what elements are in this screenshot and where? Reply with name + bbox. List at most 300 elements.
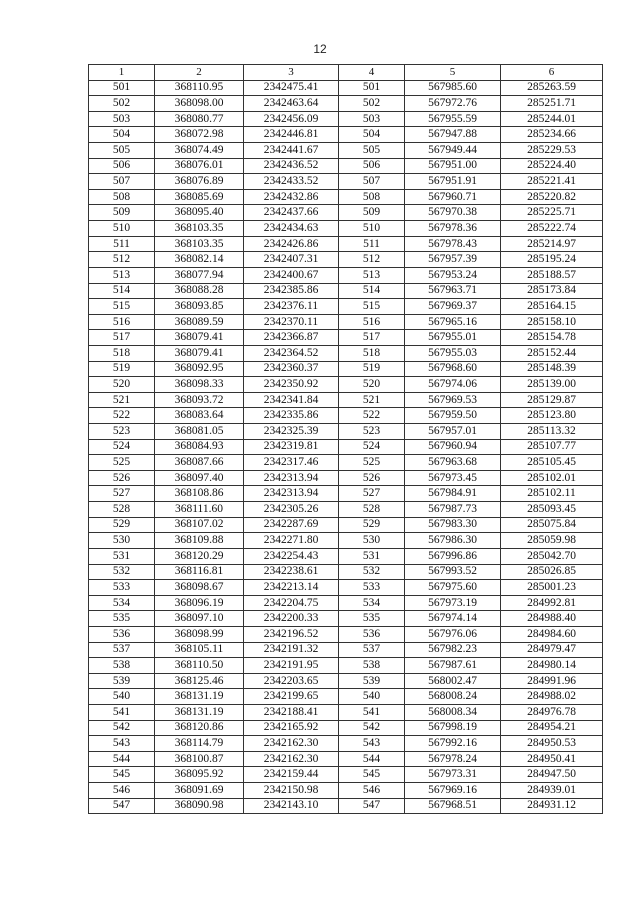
table-row [89, 111, 603, 127]
table-row [89, 189, 603, 205]
table-cell: 2342446.81 [244, 127, 339, 143]
table-cell: 368085.69 [155, 189, 244, 205]
table-cell: 285042.70 [501, 548, 603, 564]
table-cell: 368116.81 [155, 564, 244, 580]
table-row [89, 751, 603, 767]
table-row [89, 314, 603, 330]
table-cell: 368107.02 [155, 517, 244, 533]
table-cell: 567978.36 [405, 221, 501, 237]
table-cell: 368080.77 [155, 111, 244, 127]
table-cell: 567963.71 [405, 283, 501, 299]
table-cell: 567960.94 [405, 439, 501, 455]
table-cell: 368131.19 [155, 689, 244, 705]
table-cell: 504 [339, 127, 405, 143]
table-cell: 284950.41 [501, 751, 603, 767]
table-row [89, 158, 603, 174]
table-cell: 529 [89, 517, 155, 533]
table-cell: 507 [89, 174, 155, 190]
table-row [89, 580, 603, 596]
table-cell: 285026.85 [501, 564, 603, 580]
table-cell: 567978.43 [405, 236, 501, 252]
table-row [89, 299, 603, 315]
table-cell: 368110.50 [155, 658, 244, 674]
table-row [89, 736, 603, 752]
table-cell: 567996.86 [405, 548, 501, 564]
table-cell: 567992.16 [405, 736, 501, 752]
table-cell: 543 [89, 736, 155, 752]
table-cell: 285148.39 [501, 361, 603, 377]
table-cell: 368098.33 [155, 377, 244, 393]
table-cell: 511 [339, 236, 405, 252]
table-cell: 285105.45 [501, 455, 603, 471]
table-cell: 285093.45 [501, 502, 603, 518]
table-cell: 285107.77 [501, 439, 603, 455]
table-cell: 530 [339, 533, 405, 549]
table-cell: 521 [339, 392, 405, 408]
table-cell: 508 [339, 189, 405, 205]
table-cell: 2342196.52 [244, 626, 339, 642]
table-cell: 368093.85 [155, 299, 244, 315]
table-cell: 528 [339, 502, 405, 518]
table-row [89, 455, 603, 471]
table-row [89, 486, 603, 502]
table-cell: 521 [89, 392, 155, 408]
table-row [89, 127, 603, 143]
table-cell: 542 [339, 720, 405, 736]
table-cell: 2342364.52 [244, 345, 339, 361]
table-header-row [89, 65, 603, 81]
table-cell: 508 [89, 189, 155, 205]
table-cell: 536 [89, 626, 155, 642]
table-cell: 284979.47 [501, 642, 603, 658]
table-cell: 542 [89, 720, 155, 736]
table-cell: 368074.49 [155, 143, 244, 159]
table-cell: 515 [89, 299, 155, 315]
table-cell: 368098.00 [155, 96, 244, 112]
coordinates-table [88, 64, 603, 814]
table-cell: 2342191.95 [244, 658, 339, 674]
table-cell: 540 [339, 689, 405, 705]
table-row [89, 564, 603, 580]
table-cell: 567947.88 [405, 127, 501, 143]
table-cell: 567969.53 [405, 392, 501, 408]
table-cell: 368097.40 [155, 470, 244, 486]
table-cell: 537 [339, 642, 405, 658]
table-row [89, 330, 603, 346]
table-cell: 285152.44 [501, 345, 603, 361]
table-cell: 368125.46 [155, 673, 244, 689]
table-cell: 512 [339, 252, 405, 268]
table-cell: 529 [339, 517, 405, 533]
table-row [89, 221, 603, 237]
table-cell: 2342385.86 [244, 283, 339, 299]
table-cell: 368076.89 [155, 174, 244, 190]
table-cell: 512 [89, 252, 155, 268]
table-cell: 368082.14 [155, 252, 244, 268]
table-cell: 533 [339, 580, 405, 596]
table-cell: 368095.92 [155, 767, 244, 783]
page-number: 12 [313, 42, 327, 56]
table-row [89, 595, 603, 611]
table-cell: 2342434.63 [244, 221, 339, 237]
table-cell: 532 [89, 564, 155, 580]
table-cell: 531 [89, 548, 155, 564]
table-cell: 285102.11 [501, 486, 603, 502]
table-cell: 2342366.87 [244, 330, 339, 346]
table-cell: 533 [89, 580, 155, 596]
table-cell: 2342432.86 [244, 189, 339, 205]
table-row [89, 252, 603, 268]
table-cell: 514 [89, 283, 155, 299]
table-cell: 285234.66 [501, 127, 603, 143]
table-cell: 543 [339, 736, 405, 752]
table-cell: 2342437.66 [244, 205, 339, 221]
table-cell: 567984.91 [405, 486, 501, 502]
table-cell: 285220.82 [501, 189, 603, 205]
table-row [89, 689, 603, 705]
table-cell: 534 [339, 595, 405, 611]
table-cell: 368089.59 [155, 314, 244, 330]
table-cell: 368079.41 [155, 345, 244, 361]
table-cell: 510 [89, 221, 155, 237]
table-cell: 368090.98 [155, 798, 244, 814]
table-cell: 523 [339, 424, 405, 440]
table-cell: 567951.00 [405, 158, 501, 174]
table-cell: 507 [339, 174, 405, 190]
table-cell: 567973.45 [405, 470, 501, 486]
table-cell: 567969.37 [405, 299, 501, 315]
table-row [89, 720, 603, 736]
table-cell: 567970.38 [405, 205, 501, 221]
table-cell: 567983.30 [405, 517, 501, 533]
column-header: 3 [244, 65, 339, 81]
table-cell: 516 [89, 314, 155, 330]
table-cell: 536 [339, 626, 405, 642]
table-cell: 539 [339, 673, 405, 689]
table-cell: 285164.15 [501, 299, 603, 315]
table-cell: 285129.87 [501, 392, 603, 408]
table-cell: 368120.29 [155, 548, 244, 564]
table-cell: 284992.81 [501, 595, 603, 611]
table-cell: 568008.24 [405, 689, 501, 705]
table-cell: 517 [89, 330, 155, 346]
table-cell: 284954.21 [501, 720, 603, 736]
column-header: 1 [89, 65, 155, 81]
table-cell: 532 [339, 564, 405, 580]
table-cell: 523 [89, 424, 155, 440]
table-cell: 520 [339, 377, 405, 393]
table-cell: 285251.71 [501, 96, 603, 112]
table-cell: 2342188.41 [244, 704, 339, 720]
table-cell: 526 [339, 470, 405, 486]
table-cell: 285075.84 [501, 517, 603, 533]
table-cell: 285224.40 [501, 158, 603, 174]
table-row [89, 517, 603, 533]
table-cell: 567959.50 [405, 408, 501, 424]
table-cell: 2342475.41 [244, 80, 339, 96]
table-cell: 547 [339, 798, 405, 814]
table-cell: 534 [89, 595, 155, 611]
table-cell: 368098.99 [155, 626, 244, 642]
table-cell: 567974.14 [405, 611, 501, 627]
table-cell: 285102.01 [501, 470, 603, 486]
table-cell: 527 [89, 486, 155, 502]
table-cell: 285059.98 [501, 533, 603, 549]
table-cell: 546 [339, 783, 405, 799]
table-cell: 368103.35 [155, 221, 244, 237]
table-row [89, 626, 603, 642]
table-cell: 2342319.81 [244, 439, 339, 455]
table-cell: 368093.72 [155, 392, 244, 408]
table-cell: 285263.59 [501, 80, 603, 96]
table-cell: 368087.66 [155, 455, 244, 471]
table-cell: 510 [339, 221, 405, 237]
table-cell: 2342213.14 [244, 580, 339, 596]
table-cell: 2342400.67 [244, 267, 339, 283]
table-cell: 285123.80 [501, 408, 603, 424]
table-cell: 368108.86 [155, 486, 244, 502]
table-cell: 285001.23 [501, 580, 603, 596]
table-row [89, 392, 603, 408]
table-cell: 2342200.33 [244, 611, 339, 627]
table-cell: 285244.01 [501, 111, 603, 127]
table-cell: 567963.68 [405, 455, 501, 471]
table-cell: 567957.39 [405, 252, 501, 268]
table-cell: 2342433.52 [244, 174, 339, 190]
table-cell: 284980.14 [501, 658, 603, 674]
table-cell: 368100.87 [155, 751, 244, 767]
table-cell: 528 [89, 502, 155, 518]
table-cell: 2342150.98 [244, 783, 339, 799]
table-cell: 505 [339, 143, 405, 159]
table-cell: 505 [89, 143, 155, 159]
column-header: 4 [339, 65, 405, 81]
table-cell: 2342376.11 [244, 299, 339, 315]
table-cell: 285154.78 [501, 330, 603, 346]
table-cell: 284950.53 [501, 736, 603, 752]
table-cell: 544 [89, 751, 155, 767]
table-cell: 2342341.84 [244, 392, 339, 408]
table-cell: 514 [339, 283, 405, 299]
table-cell: 285214.97 [501, 236, 603, 252]
table-cell: 567951.91 [405, 174, 501, 190]
table-cell: 524 [89, 439, 155, 455]
table-cell: 535 [89, 611, 155, 627]
table-cell: 368092.95 [155, 361, 244, 377]
table-row [89, 80, 603, 96]
table-cell: 567985.60 [405, 80, 501, 96]
table-cell: 285188.57 [501, 267, 603, 283]
table-cell: 284988.40 [501, 611, 603, 627]
table-cell: 567968.51 [405, 798, 501, 814]
table-cell: 284976.78 [501, 704, 603, 720]
table-row [89, 174, 603, 190]
table-cell: 2342463.64 [244, 96, 339, 112]
table-cell: 503 [339, 111, 405, 127]
table-cell: 513 [89, 267, 155, 283]
table-cell: 537 [89, 642, 155, 658]
table-cell: 284991.96 [501, 673, 603, 689]
table-cell: 539 [89, 673, 155, 689]
table-row [89, 533, 603, 549]
table-cell: 515 [339, 299, 405, 315]
table-cell: 538 [89, 658, 155, 674]
table-cell: 567986.30 [405, 533, 501, 549]
table-cell: 567955.01 [405, 330, 501, 346]
column-header: 5 [405, 65, 501, 81]
table-row [89, 424, 603, 440]
table-cell: 518 [339, 345, 405, 361]
table-row [89, 345, 603, 361]
table-cell: 525 [339, 455, 405, 471]
table-cell: 540 [89, 689, 155, 705]
table-cell: 285113.32 [501, 424, 603, 440]
table-cell: 368095.40 [155, 205, 244, 221]
table-cell: 545 [89, 767, 155, 783]
table-row [89, 767, 603, 783]
table-cell: 522 [89, 408, 155, 424]
table-cell: 2342436.52 [244, 158, 339, 174]
table-cell: 368072.98 [155, 127, 244, 143]
table-cell: 567982.23 [405, 642, 501, 658]
table-cell: 368097.10 [155, 611, 244, 627]
table-row [89, 611, 603, 627]
table-cell: 2342317.46 [244, 455, 339, 471]
table-cell: 2342305.26 [244, 502, 339, 518]
table-cell: 503 [89, 111, 155, 127]
table-cell: 567998.19 [405, 720, 501, 736]
table-cell: 2342162.30 [244, 751, 339, 767]
table-cell: 518 [89, 345, 155, 361]
table-cell: 368120.86 [155, 720, 244, 736]
table-cell: 2342360.37 [244, 361, 339, 377]
table-cell: 546 [89, 783, 155, 799]
table-cell: 2342204.75 [244, 595, 339, 611]
table-cell: 567975.60 [405, 580, 501, 596]
table-cell: 2342199.65 [244, 689, 339, 705]
table-cell: 567972.76 [405, 96, 501, 112]
table-cell: 509 [339, 205, 405, 221]
column-header: 2 [155, 65, 244, 81]
table-cell: 535 [339, 611, 405, 627]
table-cell: 368081.05 [155, 424, 244, 440]
table-cell: 368114.79 [155, 736, 244, 752]
table-row [89, 658, 603, 674]
table-cell: 568002.47 [405, 673, 501, 689]
table-cell: 520 [89, 377, 155, 393]
table-cell: 2342159.44 [244, 767, 339, 783]
table-cell: 368077.94 [155, 267, 244, 283]
table-row [89, 548, 603, 564]
table-cell: 285173.84 [501, 283, 603, 299]
table-cell: 2342426.86 [244, 236, 339, 252]
table-cell: 2342271.80 [244, 533, 339, 549]
table-cell: 567968.60 [405, 361, 501, 377]
table-cell: 567969.16 [405, 783, 501, 799]
table-cell: 567960.71 [405, 189, 501, 205]
table-cell: 567953.24 [405, 267, 501, 283]
table-cell: 284931.12 [501, 798, 603, 814]
table-cell: 2342313.94 [244, 486, 339, 502]
table-cell: 2342335.86 [244, 408, 339, 424]
table-cell: 2342287.69 [244, 517, 339, 533]
table-cell: 567978.24 [405, 751, 501, 767]
table-row [89, 361, 603, 377]
table-cell: 526 [89, 470, 155, 486]
table-cell: 2342162.30 [244, 736, 339, 752]
table-cell: 2342313.94 [244, 470, 339, 486]
table-cell: 368091.69 [155, 783, 244, 799]
table-cell: 567973.19 [405, 595, 501, 611]
table-cell: 2342238.61 [244, 564, 339, 580]
table-cell: 525 [89, 455, 155, 471]
table-row [89, 408, 603, 424]
table-cell: 285158.10 [501, 314, 603, 330]
table-cell: 2342456.09 [244, 111, 339, 127]
table-cell: 545 [339, 767, 405, 783]
table-cell: 516 [339, 314, 405, 330]
table-cell: 519 [339, 361, 405, 377]
table-cell: 2342441.67 [244, 143, 339, 159]
table-cell: 517 [339, 330, 405, 346]
table-cell: 567974.06 [405, 377, 501, 393]
table-cell: 2342191.32 [244, 642, 339, 658]
table-cell: 538 [339, 658, 405, 674]
table-row [89, 470, 603, 486]
table-cell: 368110.95 [155, 80, 244, 96]
table-cell: 502 [89, 96, 155, 112]
table-cell: 567955.59 [405, 111, 501, 127]
table-cell: 2342143.10 [244, 798, 339, 814]
table-cell: 285195.24 [501, 252, 603, 268]
table-row [89, 502, 603, 518]
table-cell: 506 [89, 158, 155, 174]
table-cell: 2342350.92 [244, 377, 339, 393]
table-cell: 541 [339, 704, 405, 720]
table-cell: 524 [339, 439, 405, 455]
table-row [89, 236, 603, 252]
table-cell: 567976.06 [405, 626, 501, 642]
table-cell: 541 [89, 704, 155, 720]
table-cell: 506 [339, 158, 405, 174]
table-row [89, 96, 603, 112]
table-row [89, 205, 603, 221]
table-cell: 567987.73 [405, 502, 501, 518]
column-header: 6 [501, 65, 603, 81]
table-row [89, 267, 603, 283]
table-row [89, 642, 603, 658]
table-cell: 368096.19 [155, 595, 244, 611]
table-row [89, 439, 603, 455]
table-cell: 531 [339, 548, 405, 564]
table-cell: 285222.74 [501, 221, 603, 237]
table-body [89, 80, 603, 814]
table-cell: 284947.50 [501, 767, 603, 783]
table-cell: 509 [89, 205, 155, 221]
table-cell: 519 [89, 361, 155, 377]
table-cell: 567973.31 [405, 767, 501, 783]
table-cell: 285221.41 [501, 174, 603, 190]
table-cell: 368079.41 [155, 330, 244, 346]
table-cell: 568008.34 [405, 704, 501, 720]
table-cell: 513 [339, 267, 405, 283]
table-row [89, 798, 603, 814]
table-cell: 2342254.43 [244, 548, 339, 564]
table-cell: 2342407.31 [244, 252, 339, 268]
table-cell: 567949.44 [405, 143, 501, 159]
table-cell: 368076.01 [155, 158, 244, 174]
table-cell: 284939.01 [501, 783, 603, 799]
